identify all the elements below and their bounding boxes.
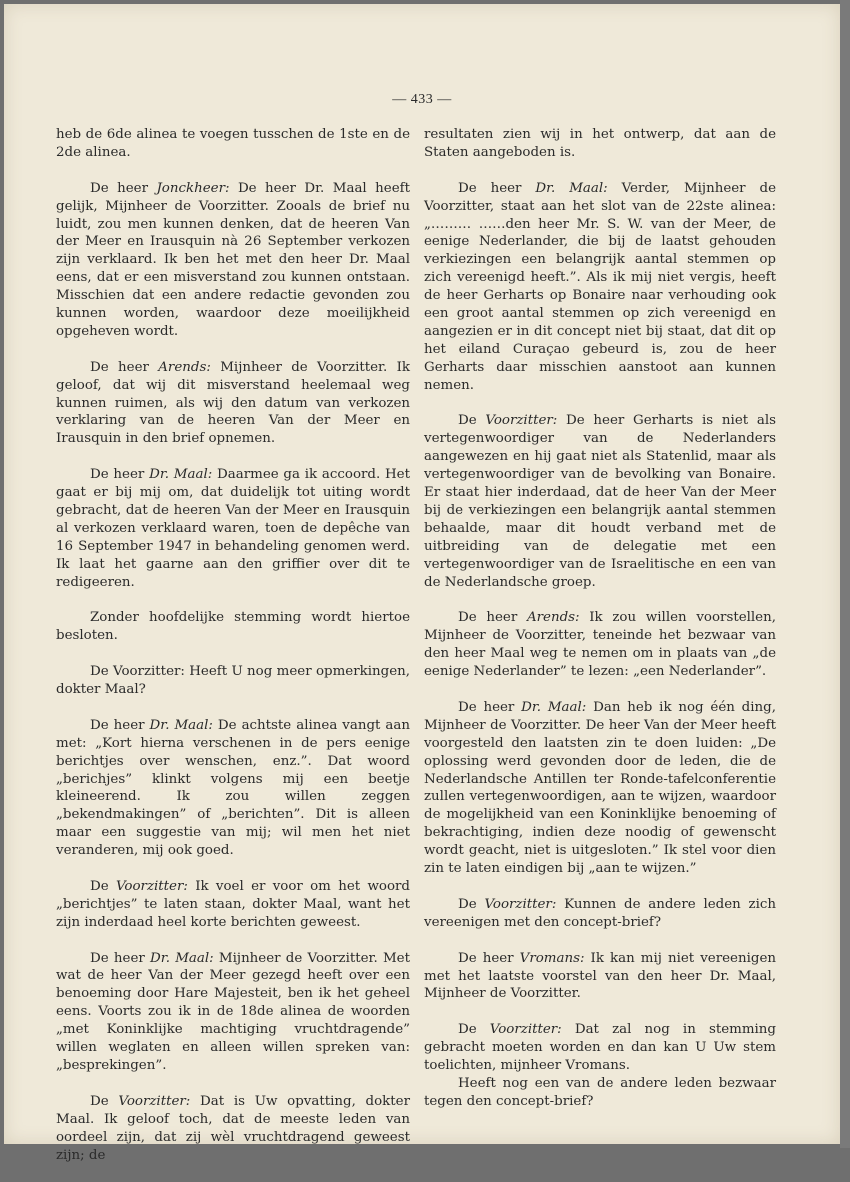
- paragraph: Zonder hoofdelijke stemming wordt hiertoe besloten.: [56, 610, 410, 644]
- speaker-name: Dr. Maal:: [149, 717, 213, 733]
- speaker-name: Voorzitter:: [485, 413, 558, 429]
- document-page: [4, 4, 840, 1163]
- paragraph: De Voorzitter: De heer Gerharts is niet als vertegenwoordiger van de Nederlanders aangewezen en hij gaat niet als Statenlid, maar als vertegenwoordiger van de bevolking van Bonaire. Er staat hier inderdaad, dat de heer Van der Meer bij de verkiezingen een belangrijk aantal stemmen behaalde, maar dit houdt verband met de uitbreiding van de delegatie met een vertegenwoordiger van de Israelitische en een van de Nederlandsche groep.: [424, 413, 776, 590]
- paragraph: De heer Jonckheer: De heer Dr. Maal heeft gelijk, Mijnheer de Voorzitter. Zooals de brief nu luidt, zou men kunnen denken, dat de heeren Van der Meer en Irausquin nà 26 September verkozen zijn verklaard. Ik ben het met den heer Dr. Maal eens, dat er een misverstand zou kunnen ontstaan. Misschien dat een andere redactie gevonden zou kunnen worden, waardoor deze moeilijkheid opgeheven wordt.: [56, 180, 410, 339]
- speaker-name: Jonckheer:: [156, 180, 230, 196]
- paragraph: Heeft nog een van de andere leden bezwaar tegen den concept-brief?: [424, 1075, 776, 1109]
- right-column: [424, 126, 776, 1129]
- paragraph: De Voorzitter: Ik voel er voor om het woord „berichtjes” te laten staan, dokter Maal, want het zijn inderdaad heel korte berichten geweest.: [56, 878, 410, 930]
- paragraph: De heer Arends: Mijnheer de Voorzitter. Ik geloof, dat wij dit misverstand heelemaal weg kunnen ruimen, als wij den datum van verkozen verklaring van de heeren Van der Meer en Irausquin in den brief opnemen.: [56, 359, 410, 447]
- speaker-name: Voorzitter:: [484, 896, 557, 912]
- speaker-name: Dr. Maal:: [150, 950, 214, 966]
- paragraph: resultaten zien wij in het ontwerp, dat aan de Staten aangeboden is.: [424, 127, 776, 160]
- left-column: [56, 126, 410, 1182]
- scan-edge: [840, 0, 850, 1148]
- paragraph: De heer Dr. Maal: Verder, Mijnheer de Voorzitter, staat aan het slot van de 22ste alinea: „……… ……den heer Mr. S. W. van der Meer, de eenige Nederlander, die bij de laatst gehouden verkiezingen een belangrijk aantal stemmen op zich vereenigd heeft.”. Als ik mij niet vergis, heeft de heer Gerharts op Bonaire naar verhouding ook een groot aantal stemmen op zich vereenigd en aangezien er in dit concept niet bij staat, dat dit op het eiland Curaçao gebeurd is, zou de heer Gerharts daar misschien aanstoot aan kunnen nemen.: [424, 180, 776, 393]
- paragraph: De heer Vromans: Ik kan mij niet vereenigen met het laatste voorstel van den heer Dr. Maal, Mijnheer de Voorzitter.: [424, 950, 776, 1002]
- speaker-name: Voorzitter:: [115, 878, 188, 894]
- paragraph: De heer Dr. Maal: Dan heb ik nog één ding, Mijnheer de Voorzitter. De heer Van der Meer heeft voorgesteld den laatsten zin te doen luiden: „De oplossing werd gevonden door de leden, die de Nederlandsche Antillen ter Ronde-tafelconferentie zullen vertegenwoordigen, aan te wijzen, waardoor de mogelijkheid van een Koninklijke benoeming of bekrachtiging, indien deze noodig of gewenscht wordt geacht, niet is uitgesloten.” Ik stel voor dien zin te laten eindigen bij „aan te wijzen.”: [424, 699, 776, 877]
- paragraph: De Voorzitter: Kunnen de andere leden zich vereenigen met den concept-brief?: [424, 896, 776, 930]
- speaker-name: Arends:: [158, 359, 211, 375]
- paragraph: De heer Dr. Maal: De achtste alinea vangt aan met: „Kort hierna verschenen in de pers eenige berichtjes over wenschen, enz.”. Dat woord „berichjes” klinkt volgens mij een beetje kleineerend. Ik zou willen zeggen „bekendmakingen” of „berichten”. Dit is alleen maar een suggestie van mij; wil men het niet veranderen, mij ook goed.: [56, 717, 410, 859]
- speaker-name: Dr. Maal:: [149, 467, 213, 483]
- speaker-name: Arends:: [526, 610, 580, 626]
- paragraph: De heer Dr. Maal: Mijnheer de Voorzitter. Met wat de heer Van der Meer gezegd heeft over een benoeming door Hare Majesteit, ben ik het geheel eens. Voorts zou ik in de 18de alinea de woorden „met Koninklijke machtiging vruchtdragende” willen weglaten en alleen willen spreken van: „besprekingen”.: [56, 950, 410, 1073]
- paragraph: heb de 6de alinea te voegen tusschen de 1ste en de 2de alinea.: [56, 127, 410, 160]
- speaker-name: Voorzitter:: [489, 1022, 562, 1038]
- paragraph: De Voorzitter: Dat is Uw opvatting, dokter Maal. Ik geloof toch, dat de meeste leden van oordeel zijn, dat zij wèl vruchtdragend geweest zijn; de: [56, 1093, 411, 1163]
- paragraph: De heer Dr. Maal: Daarmee ga ik accoord. Het gaat er bij mij om, dat duidelijk tot uiting wordt gebracht, dat de heeren Van der Meer en Irausquin al verkozen verklaard waren, toen de depêche van 16 September 1947 in behandeling genomen werd. Ik laat het gaarne aan den griffier over dit te redigeeren.: [56, 467, 410, 590]
- speaker-name: Dr. Maal:: [521, 699, 587, 715]
- page-number: — 433 —: [392, 92, 452, 107]
- paragraph: De Voorzitter: Dat zal nog in stemming gebracht moeten worden en dan kan U Uw stem toelichten, mijnheer Vromans.: [424, 1022, 776, 1074]
- speaker-name: Vromans:: [519, 950, 585, 966]
- paragraph: De heer Arends: Ik zou willen voorstellen, Mijnheer de Voorzitter, teneinde het bezwaar van den heer Maal weg te nemen om in plaats van „de eenige Nederlander” te lezen: „een Nederlander”.: [424, 610, 776, 680]
- paragraph: De Voorzitter: Heeft U nog meer opmerkingen, dokter Maal?: [56, 664, 410, 698]
- speaker-name: Dr. Maal:: [535, 180, 608, 196]
- speaker-name: Voorzitter:: [118, 1093, 191, 1109]
